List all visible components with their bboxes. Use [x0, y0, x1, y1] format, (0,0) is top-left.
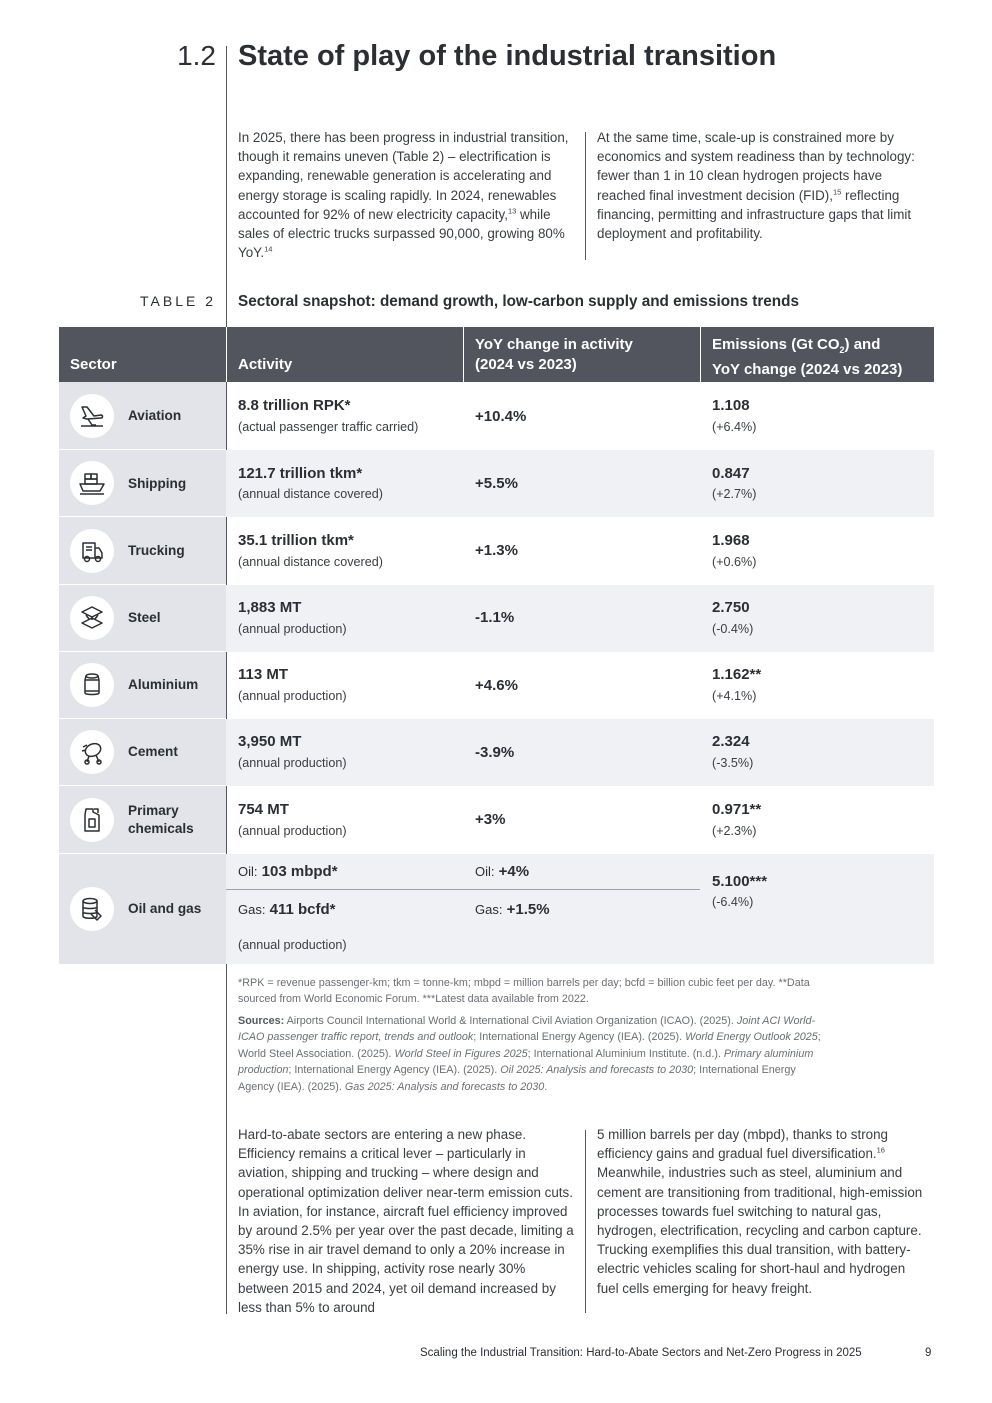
emissions-change: (+4.1%) [712, 689, 757, 703]
sources-label: Sources: [238, 1015, 285, 1027]
sector-cell [59, 652, 226, 719]
oil-yoy [475, 863, 529, 880]
gas-activity [238, 901, 336, 918]
activity-note: (annual production) [238, 756, 347, 770]
steel-beam-icon [70, 596, 114, 640]
oil-yoy-value: +4% [498, 863, 530, 880]
activity-value: 113 MT [238, 666, 289, 683]
sector-cell [59, 854, 226, 964]
header-emissions-start: Emissions (Gt CO [712, 336, 840, 353]
activity-note: (annual production) [238, 938, 347, 952]
activity-value: 121.7 trillion tkm* [238, 465, 363, 482]
header-separator [463, 327, 464, 382]
activity-note: (annual production) [238, 824, 347, 838]
activity-value: 3,950 MT [238, 733, 302, 750]
sector-name: Oil and gas [128, 901, 202, 916]
oil-yoy-prefix: Oil: [475, 864, 495, 879]
header-separator [700, 327, 701, 382]
chemical-canister-icon [70, 798, 114, 842]
oil-gas-divider [226, 889, 700, 890]
sector-cell [59, 450, 226, 517]
emissions-change: (-0.4%) [712, 622, 754, 636]
gas-activity-value: 411 bcfd* [269, 901, 336, 918]
header-emissions-sub: 2 [839, 345, 845, 355]
truck-icon [70, 529, 114, 573]
emissions-value: 0.847 [712, 465, 750, 482]
emissions-value: 1.968 [712, 532, 750, 549]
emissions-change: (+6.4%) [712, 420, 757, 434]
page-number: 9 [925, 1347, 932, 1359]
activity-note: (annual production) [238, 622, 347, 636]
gas-prefix: Gas: [238, 902, 266, 917]
sector-cell [59, 517, 226, 585]
yoy-change: -1.1% [475, 609, 515, 626]
section-title: State of play of the industrial transition [238, 40, 777, 72]
emissions-change: (+2.3%) [712, 824, 757, 838]
yoy-change: +5.5% [475, 475, 518, 492]
aluminium-can-icon [70, 663, 114, 707]
activity-value: 8.8 trillion RPK* [238, 397, 351, 414]
sector-name: Shipping [128, 476, 187, 491]
header-yoy-line2: (2024 vs 2023) [475, 356, 577, 373]
table-footnote: *RPK = revenue passenger-km; tkm = tonne-km; mbpd = million barrels per day; bcfd = billion cubic feet per day. **Data sourced from World Economic Forum. ***Latest data available from 2022. [238, 977, 810, 1006]
table-title: Sectoral snapshot: demand growth, low-carbon supply and emissions trends [238, 293, 799, 310]
emissions-value: 2.750 [712, 599, 750, 616]
activity-value: 754 MT [238, 801, 289, 818]
ship-icon [70, 461, 114, 505]
activity-note: (annual distance covered) [238, 555, 383, 569]
oil-prefix: Oil: [238, 864, 258, 879]
cement-mixer-icon [70, 730, 114, 774]
table-row [59, 585, 934, 652]
sector-name: Cement [128, 744, 178, 759]
sector-cell [59, 585, 226, 652]
activity-note: (annual production) [238, 689, 347, 703]
table-header [59, 327, 934, 382]
header-emissions-end: ) and [844, 336, 881, 353]
table-sources: Sources: Airports Council International World & International Civil Aviation Organization (ICAO). (2025). Joint ACI World-ICAO passenger traffic report, trends and outlook; International Energy Agency (IEA). (2025). World Energy Outlook 2025; World Steel Association. (2025). World Steel in Figures 2025; International Aluminium Institute. (n.d.). Primary aluminium production; International Energy Agency (IEA). (2025). Oil 2025: Analysis and forecasts to 2030; International Energy Agency (IEA). (2025). Gas 2025: Analysis and forecasts to 2030. [238, 1015, 821, 1093]
gas-yoy-value: +1.5% [506, 901, 550, 918]
oil-activity [238, 863, 338, 880]
intro-column-divider [585, 132, 586, 260]
header-yoy-line1: YoY change in activity [475, 336, 633, 353]
table-label: TABLE 2 [140, 293, 216, 309]
body-column-divider [585, 1130, 586, 1313]
sector-name-line1: Primary [128, 803, 179, 818]
emissions-value: 1.162** [712, 666, 762, 683]
table-row [59, 382, 934, 450]
table-row-oil-gas [59, 854, 934, 964]
sector-name: Trucking [128, 543, 185, 558]
emissions-change: (+0.6%) [712, 555, 757, 569]
table-row [59, 719, 934, 786]
table-row [59, 652, 934, 719]
header-sector: Sector [70, 356, 117, 373]
sector-name [128, 802, 194, 838]
footer-title: Scaling the Industrial Transition: Hard-to-Abate Sectors and Net-Zero Progress in 2025 [420, 1347, 862, 1359]
sector-name: Steel [128, 610, 161, 625]
emissions-value: 2.324 [712, 733, 750, 750]
emissions-change: (-3.5%) [712, 756, 754, 770]
header-yoy [475, 335, 633, 375]
section-number: 1.2 [177, 40, 216, 71]
emissions-value: 5.100*** [712, 873, 768, 890]
sector-name-line2: chemicals [128, 821, 194, 836]
sector-cell [59, 382, 226, 450]
header-activity: Activity [238, 356, 293, 373]
activity-value: 1,883 MT [238, 599, 302, 616]
sector-name: Aviation [128, 408, 182, 423]
emissions-change: (-6.4%) [712, 895, 754, 909]
header-emissions-line2: YoY change (2024 vs 2023) [712, 361, 903, 378]
body-right-paragraph: 5 million barrels per day (mbpd), thanks to strong efficiency gains and gradual fuel diversification.$^{16}$ Meanwhile, industries such as steel, aluminium and cement are transitioning from traditional, high-emission processes towards fuel switching to natural gas, hydrogen, electrification, recycling and carbon capture. Trucking exemplifies this dual transition, with battery-electric vehicles scaling for short-haul and hydrogen fuel cells emerging for heavy freight. [597, 1127, 923, 1296]
airplane-icon [70, 394, 114, 438]
sector-cell [59, 786, 226, 854]
body-left-paragraph: Hard-to-abate sectors are entering a new phase. Efficiency remains a critical lever – particularly in aviation, shipping and trucking – where design and operational optimization deliver near-term emission cuts. In aviation, for instance, aircraft fuel efficiency improved by around 2.5% per year over the past decade, limiting a 35% rise in air travel demand to only a 20% increase in energy use. In shipping, activity rose nearly 30% between 2015 and 2024, yet oil demand increased by less than 5% to around [238, 1127, 574, 1315]
gas-yoy-prefix: Gas: [475, 902, 503, 917]
emissions-value: 0.971** [712, 801, 762, 818]
activity-note: (actual passenger traffic carried) [238, 420, 419, 434]
activity-value: 35.1 trillion tkm* [238, 532, 354, 549]
table-row [59, 517, 934, 585]
intro-left-paragraph: In 2025, there has been progress in industrial transition, though it remains uneven (Table 2) – electrification is expanding, renewable generation is accelerating and energy storage is scaling rapidly. In 2024, renewables accounted for 92% of new electricity capacity,$^{13}$ while sales of electric trucks surpassed 90,000, growing 80% YoY.$^{14}$ [238, 130, 569, 261]
yoy-change: +3% [475, 811, 506, 828]
table-row [59, 450, 934, 517]
sector-name: Aluminium [128, 677, 199, 692]
yoy-change: +4.6% [475, 677, 518, 694]
sector-cell [59, 719, 226, 786]
intro-right-paragraph: At the same time, scale-up is constrained more by economics and system readiness than by technology: fewer than 1 in 10 clean hydrogen projects have reached final investment decision (FID),$^{15}$ reflecting financing, permitting and infrastructure gaps that limit deployment and profitability. [597, 130, 915, 242]
activity-note: (annual distance covered) [238, 487, 383, 501]
emissions-change: (+2.7%) [712, 487, 757, 501]
table-row [59, 786, 934, 854]
gas-yoy [475, 901, 550, 918]
yoy-change: -3.9% [475, 744, 515, 761]
yoy-change: +10.4% [475, 408, 527, 425]
yoy-change: +1.3% [475, 542, 518, 559]
oil-barrel-icon [70, 887, 114, 931]
emissions-value: 1.108 [712, 397, 750, 414]
header-separator [226, 327, 227, 382]
header-emissions [712, 335, 902, 380]
oil-activity-value: 103 mbpd* [261, 863, 338, 880]
